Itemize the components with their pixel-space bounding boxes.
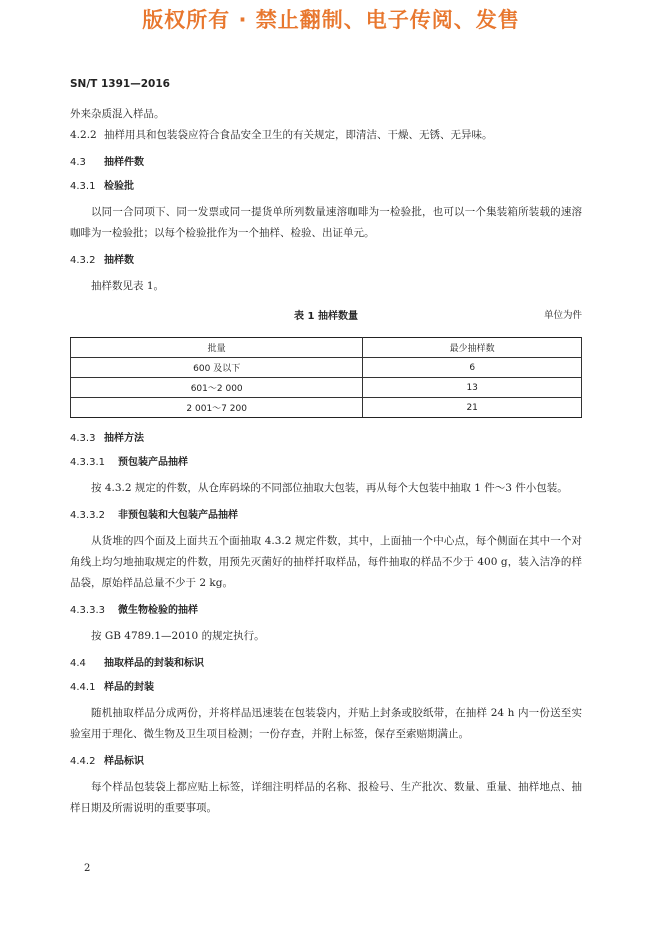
table-cell: 13: [363, 378, 582, 398]
section-heading-4-4: [70, 657, 582, 671]
table-row: [71, 378, 582, 398]
section-heading-4-3: [70, 156, 582, 170]
section-title: 样品标识: [104, 756, 144, 767]
table-row: [71, 358, 582, 378]
paragraph-4-3-3-1: 按 4.3.2 规定的件数，从仓库码垛的不同部位抽取大包装，再从每个大包装中抽取 1 件～3 件小包装。: [91, 482, 568, 494]
table-cell: 600 及以下: [71, 358, 363, 378]
section-heading-4-4-2: [70, 755, 582, 769]
section-title: 非预包装和大包装产品抽样: [118, 510, 238, 521]
table-caption: [70, 307, 582, 325]
table-cell: 601～2 000: [71, 378, 363, 398]
section-number: 4.3.2: [70, 255, 96, 266]
section-title: 抽样方法: [104, 433, 144, 444]
copyright-watermark: 版权所有 · 禁止翻制、电子传阅、发售: [142, 8, 520, 32]
table-cell: 6: [363, 358, 582, 378]
section-number: 4.3.3.1: [70, 457, 105, 468]
section-title: 微生物检验的抽样: [118, 605, 198, 616]
section-number: 4.3.3.3: [70, 605, 105, 616]
standard-code: SN/T 1391—2016: [70, 78, 170, 90]
page-number: 2: [84, 863, 91, 874]
paragraph-continued: 外来杂质混入样品。: [70, 108, 165, 120]
table-cell: 21: [363, 398, 582, 418]
clause-4-2-2: [70, 125, 582, 146]
clause-number: 4.2.2: [70, 129, 97, 141]
section-heading-4-3-2: [70, 254, 582, 268]
paragraph-4-3-2: 抽样数见表 1。: [91, 280, 165, 292]
section-title: 预包装产品抽样: [118, 457, 188, 468]
paragraph-4-3-1: 以同一合同项下、同一发票或同一提货单所列数量速溶咖啡为一检验批，也可以一个集装箱所装载的速溶咖啡为一检验批；以每个检验批作为一个抽样、检验、出证单元。: [70, 206, 582, 239]
table-row: [71, 398, 582, 418]
section-title: 样品的封装: [104, 682, 154, 693]
table-header-cell: 批量: [71, 338, 363, 358]
section-number: 4.4.1: [70, 682, 96, 693]
section-title: 检验批: [104, 181, 134, 192]
section-number: 4.4: [70, 658, 86, 669]
section-heading-4-3-3-2: [70, 509, 582, 523]
section-number: 4.3.3.2: [70, 510, 105, 521]
document-page: [70, 78, 582, 819]
paragraph-4-3-3-3: 按 GB 4789.1—2010 的规定执行。: [91, 630, 265, 642]
section-number: 4.4.2: [70, 756, 96, 767]
clause-text: 抽样用具和包装袋应符合食品安全卫生的有关规定，即清洁、干燥、无锈、无异味。: [104, 129, 493, 141]
section-heading-4-3-1: [70, 180, 582, 194]
section-title: 抽取样品的封装和标识: [104, 658, 204, 669]
paragraph-4-4-1: 随机抽取样品分成两份，并将样品迅速装在包装袋内，并贴上封条或胶纸带，在抽样 24 h 内一份送至实验室用于理化、微生物及卫生项目检测；一份存查，并附上标签，保存至索赔期满止。: [70, 707, 582, 740]
section-heading-4-3-3-1: [70, 456, 582, 470]
section-heading-4-3-3-3: [70, 604, 582, 618]
sampling-table: [70, 337, 582, 418]
paragraph-4-3-3-2: 从货堆的四个面及上面共五个面抽取 4.3.2 规定件数，其中，上面抽一个中心点，每个侧面在其中一个对角线上均匀地抽取规定的件数，用预先灭菌好的抽样扦取样品，每件抽取的样品不少于 400 g，装入洁净的样品袋，原始样品总量不少于 2 kg。: [70, 535, 582, 589]
section-title: 抽样件数: [104, 157, 144, 168]
section-number: 4.3.1: [70, 181, 96, 192]
section-title: 抽样数: [104, 255, 134, 266]
section-number: 4.3.3: [70, 433, 96, 444]
paragraph-4-4-2: 每个样品包装袋上都应贴上标签，详细注明样品的名称、报检号、生产批次、数量、重量、抽样地点、抽样日期及所需说明的重要事项。: [70, 781, 582, 814]
table-unit: 单位为件: [543, 310, 582, 321]
section-heading-4-4-1: [70, 681, 582, 695]
table-header-row: [71, 338, 582, 358]
section-number: 4.3: [70, 157, 86, 168]
table-header-cell: 最少抽样数: [363, 338, 582, 358]
section-heading-4-3-3: [70, 432, 582, 446]
table-title: 表 1 抽样数量: [294, 311, 358, 322]
table-cell: 2 001～7 200: [71, 398, 363, 418]
